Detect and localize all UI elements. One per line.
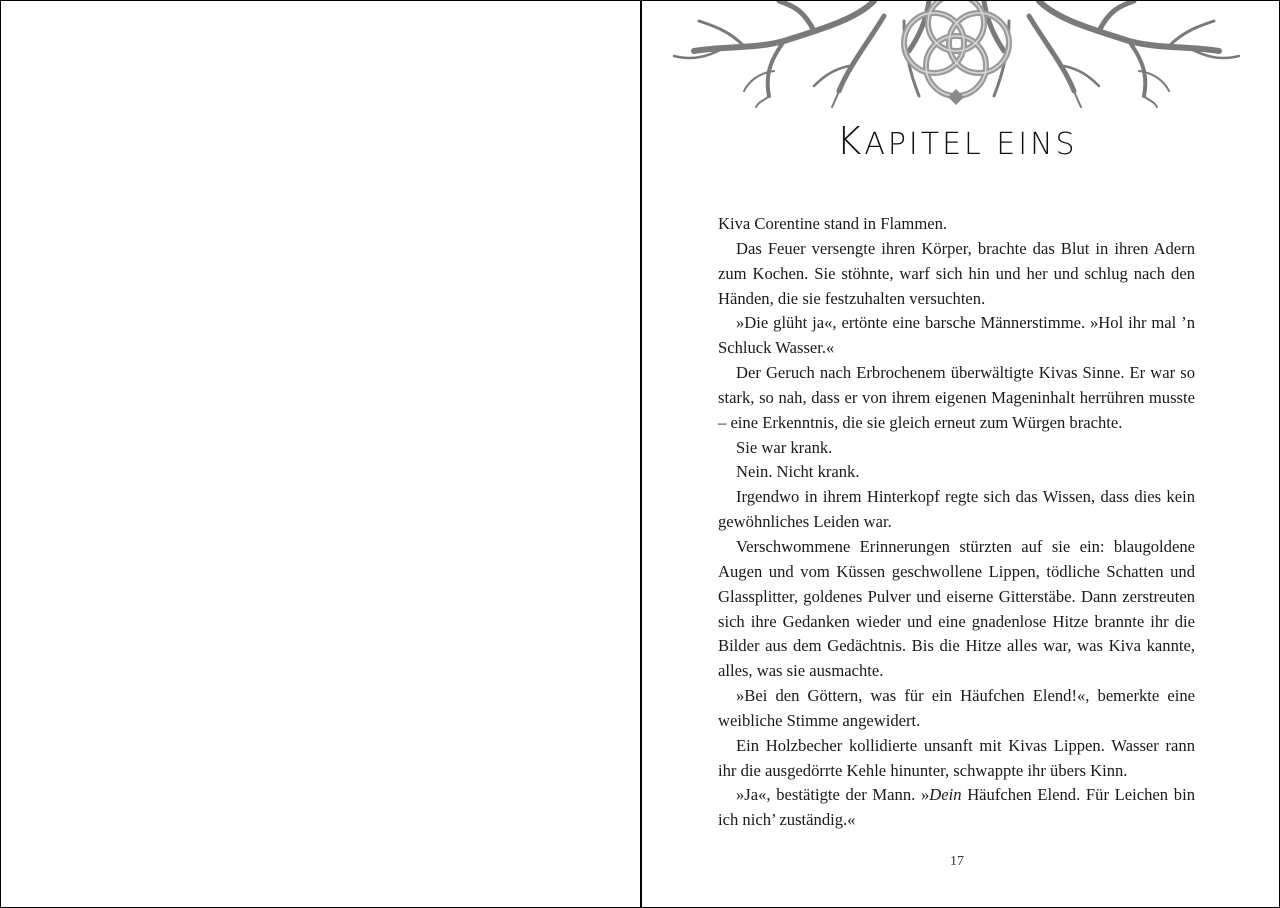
- paragraph-last-after: Häufchen Elend. Für Leichen bin ich nich’ zuständig.«: [718, 785, 1195, 830]
- chapter-title-initial: K: [836, 119, 865, 163]
- paragraph: Kiva Corentine stand in Flammen.: [718, 214, 948, 233]
- paragraph: Nein. Nicht krank.: [736, 462, 860, 482]
- chapter-title: [642, 119, 1272, 163]
- right-page: [642, 1, 1279, 907]
- paragraph: Irgendwo in ihrem Hinterkopf regte sich das Wissen, dass dies kein gewöhnliches Leiden war.: [718, 487, 1195, 532]
- roots-and-rings-ornament-icon: [664, 1, 1249, 111]
- left-page-blank: [1, 1, 641, 907]
- paragraph: Das Feuer versengte ihren Körper, brachte das Blut in ihren Adern zum Kochen. Sie stöhnte, warf sich hin und her und schlug nach den Händen, die sie festzuhalten versuchten.: [718, 238, 1195, 308]
- paragraph: Der Geruch nach Erbrochenem überwältigte Kivas Sinne. Er war so stark, so nah, dass er von ihrem eigenen Mageninhalt herrühren musste – eine Erkenntnis, die sie gleich erneut zum Würgen brachte.: [718, 363, 1195, 432]
- page-number: 17: [950, 854, 964, 869]
- paragraph: Verschwommene Erinnerungen stürzten auf sie ein: blaugoldene Augen und vom Küssen geschwollene Lippen, tödliche Schatten und Glassplitter, goldenes Pulver und eiserne Gitterstäbe. Dann zerstreuten sich ihre Gedanken wieder und eine gnadenlose Hitze brannte ihr die Bilder aus dem Gedächtnis. Bis die Hitze alles war, was Kiva kannte, alles, was sie ausmachte.: [718, 536, 1195, 681]
- paragraph: »Bei den Göttern, was für ein Häufchen Elend!«, bemerkte eine weibliche Stimme angewidert.: [718, 686, 1195, 730]
- chapter-text: [718, 212, 1195, 833]
- paragraph: Ein Holzbecher kollidierte unsanft mit Kivas Lippen. Wasser rann ihr die ausgedörrte Kehle hinunter, schwappte ihr übers Kinn.: [718, 735, 1195, 780]
- paragraph: Sie war krank.: [736, 437, 833, 457]
- paragraph-last: [718, 783, 1195, 833]
- paragraph: »Die glüht ja«, ertönte eine barsche Männerstimme. »Hol ihr mal ’n Schluck Wasser.«: [718, 313, 1195, 358]
- chapter-title-rest: APITEL EINS: [864, 127, 1078, 162]
- paragraph-last-before: »Ja«, bestätigte der Mann. »: [736, 785, 930, 805]
- paragraph-last-italic: Dein: [929, 785, 962, 805]
